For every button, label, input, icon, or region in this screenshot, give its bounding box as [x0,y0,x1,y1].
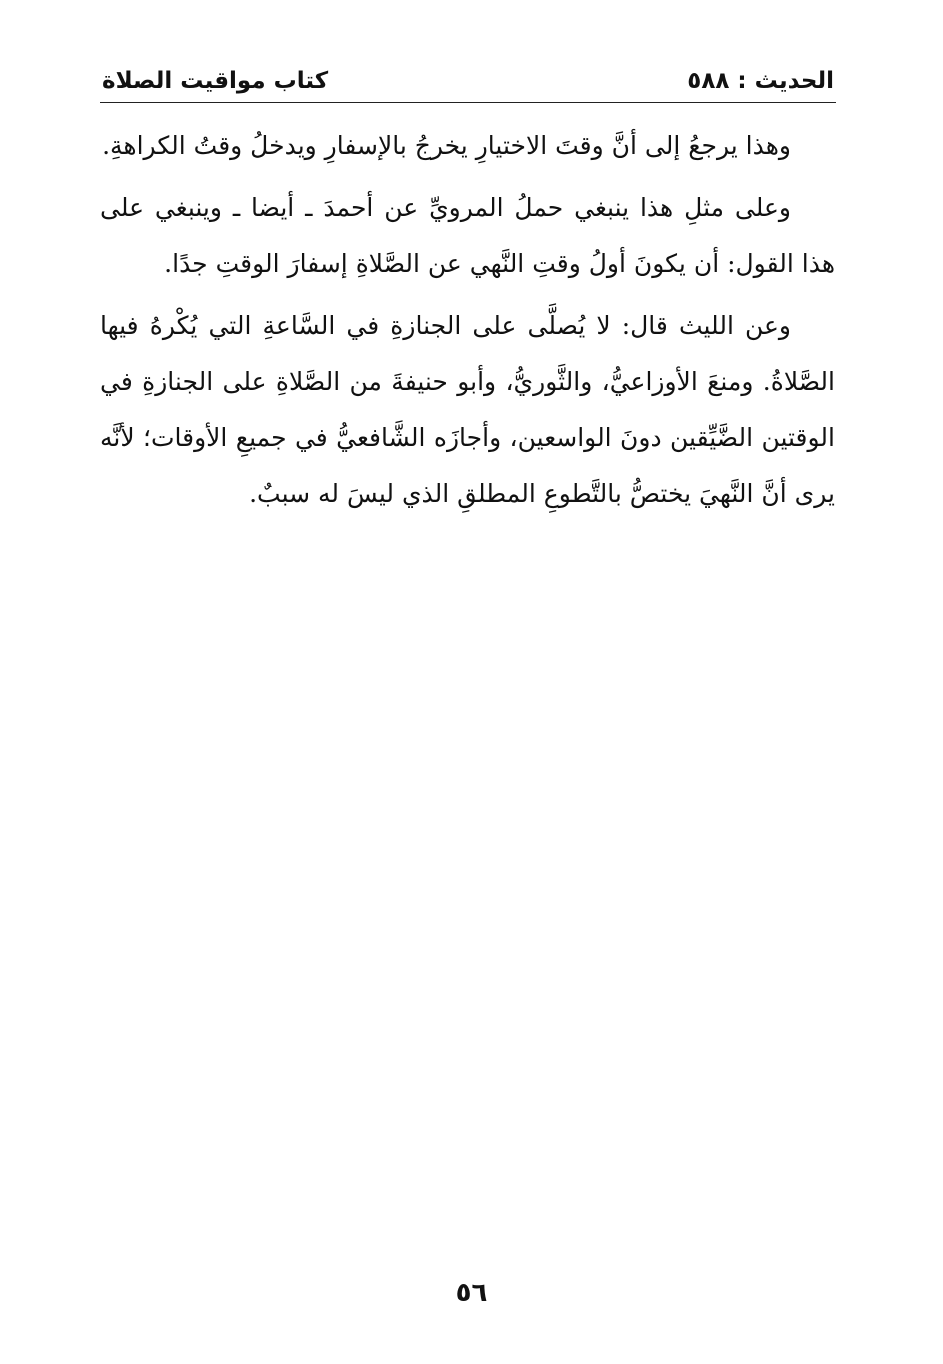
paragraph-1: وهذا يرجعُ إلى أنَّ وقتَ الاختيارِ يخرجُ بالإسفارِ ويدخلُ وقتُ الكراهةِ. [102,131,791,160]
paragraph-2: وعلى مثلِ هذا ينبغي حملُ المرويِّ عن أحمدَ ـ أيضا ـ وينبغي على هذا القول: أن يكونَ أولُ وقتِ النَّهي عن الصَّلاةِ إسفارَ الوقتِ جدًا. [100,193,835,278]
chapter-title: كتاب مواقيت الصلاة [102,68,329,94]
body-text [100,118,835,528]
running-header [102,66,834,100]
page-number: ٥٦ [455,1278,488,1308]
header-divider [100,102,836,103]
hadith-number-label: الحديث : ٥٨٨ [687,68,834,94]
paragraph-3: وعن الليث قال: لا يُصلَّى على الجنازةِ في السَّاعةِ التي يُكْرهُ فيها الصَّلاةُ. ومنعَ الأوزاعيُّ، والثَّوريُّ، وأبو حنيفةَ من الصَّلاةِ على الجنازةِ في الوقتين الضَّيِّقين دونَ الواسعين، وأجازَه الشَّافعيُّ في جميعِ الأوقات؛ لأنَّه يرى أنَّ النَّهيَ يختصُّ بالتَّطوعِ المطلقِ الذي ليسَ له سببٌ. [100,311,835,508]
